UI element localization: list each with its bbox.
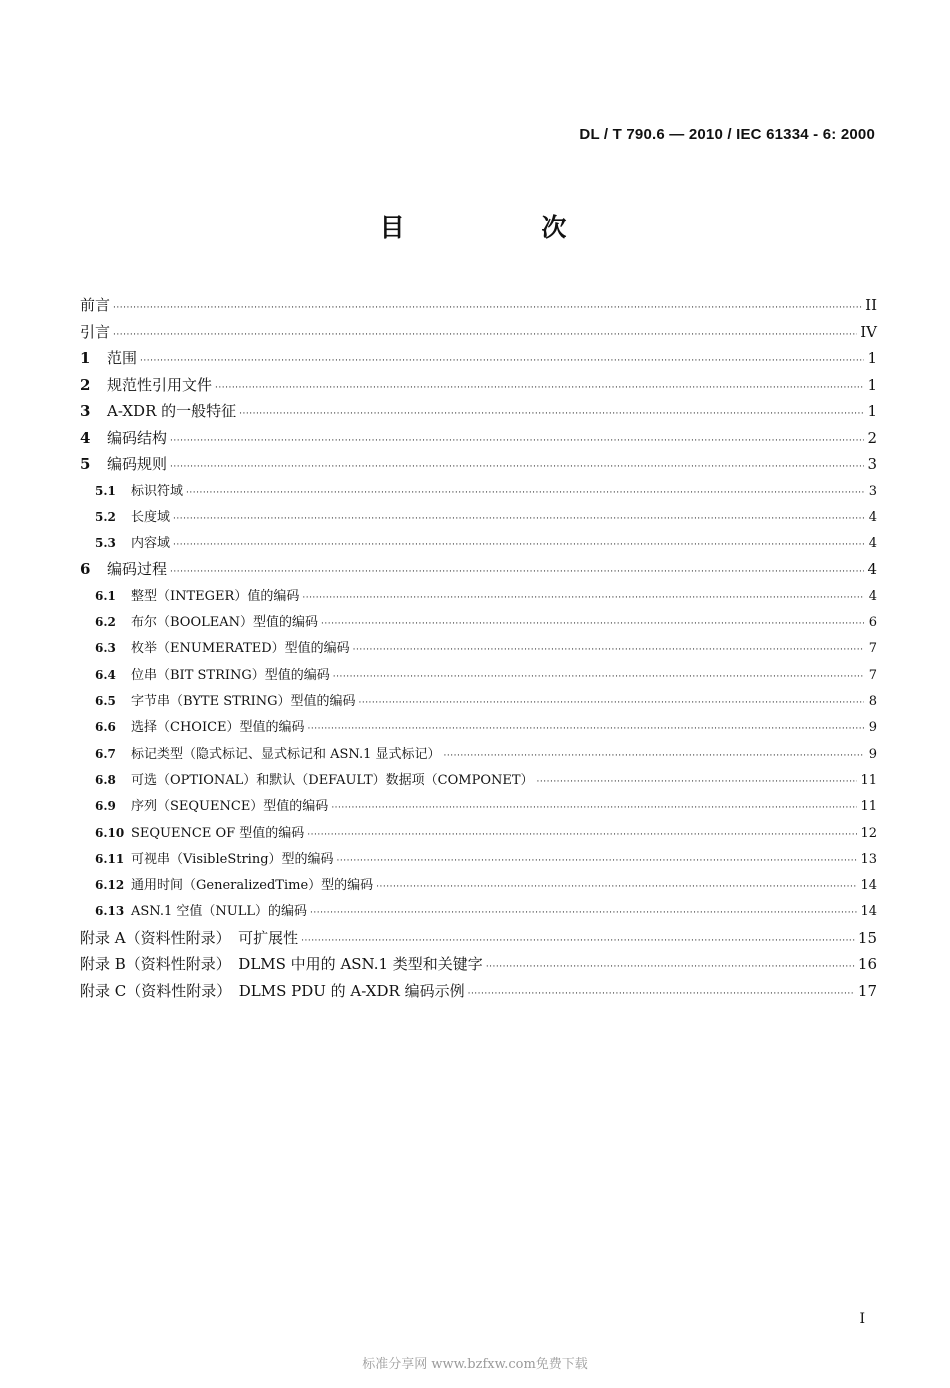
toc-entry-label: 字节串（BYTE STRING）型值的编码 [131,694,356,710]
toc-entry[interactable] [80,846,877,872]
toc-dot-leader [173,532,864,558]
toc-entry-page: 1 [867,375,877,394]
toc-entry-page: IV [860,322,877,341]
toc-entry-page: 11 [860,799,877,815]
toc-entry[interactable] [80,793,877,819]
toc-entry[interactable] [80,951,877,978]
toc-dot-leader [215,375,864,402]
toc-dot-leader [321,611,864,637]
toc-entry[interactable] [80,898,877,924]
toc-entry-label: 可选（OPTIONAL）和默认（DEFAULT）数据项（COMPONET） [131,772,534,788]
toc-entry-page: 9 [868,720,877,736]
toc-entry-page: 1 [867,402,877,420]
toc-dot-leader [376,874,857,900]
toc-entry[interactable] [80,425,877,452]
toc-entry-page: 4 [868,509,877,525]
toc-dot-leader [337,848,858,874]
toc-entry-page: 4 [868,536,877,552]
toc-entry-label: 附录 A（资料性附录） 可扩展性 [80,928,299,947]
toc-entry-page: II [865,296,877,314]
table-of-contents [80,292,877,1004]
standard-id-header: DL / T 790.6 — 2010 / IEC 61334 - 6: 2000 [579,126,875,143]
toc-entry[interactable] [80,372,877,399]
toc-entry-label: 位串（BIT STRING）型值的编码 [131,667,330,683]
toc-entry[interactable] [80,872,877,898]
toc-entry-number: 6.7 [95,746,116,761]
toc-entry-number: 6.8 [95,772,116,787]
toc-entry-label: 标记类型（隐式标记、显式标记和 ASN.1 显式标记） [131,746,441,762]
toc-entry-number: 6.9 [95,799,116,814]
toc-entry-number: 5.3 [95,536,116,551]
toc-entry[interactable] [80,556,877,583]
toc-entry-page: 16 [857,955,877,974]
toc-entry-page: 4 [868,588,877,604]
toc-entry[interactable] [80,583,877,609]
toc-entry-number: 6.1 [95,588,116,603]
toc-entry-label: 编码过程 [107,560,168,579]
toc-entry-page: 14 [860,878,877,894]
toc-entry-label: 长度域 [131,509,171,525]
toc-entry-number: 6.4 [95,667,116,682]
toc-entry-page: 4 [867,560,877,579]
toc-entry-label: 前言 [80,296,111,314]
toc-entry-label: 整型（INTEGER）值的编码 [131,588,300,604]
toc-entry[interactable] [80,345,877,372]
toc-entry-label: 内容域 [131,536,171,552]
watermark: 标准分享网 www.bzfxw.com免费下载 [362,1357,588,1372]
toc-entry[interactable] [80,714,877,740]
toc-entry-number: 6.6 [95,720,116,735]
toc-dot-leader [173,506,864,532]
toc-entry-label: 可视串（VisibleString）型的编码 [131,851,334,867]
toc-entry-page: 2 [867,428,877,447]
toc-entry[interactable] [80,662,877,688]
toc-entry-page: 15 [857,928,877,947]
toc-entry-page: 7 [868,667,877,683]
toc-dot-leader [239,401,864,428]
toc-entry-page: 6 [868,615,877,631]
toc-entry-page: 3 [867,455,877,473]
toc-entry-label: 选择（CHOICE）型值的编码 [131,720,305,736]
toc-entry-number: 5.1 [95,483,116,498]
toc-entry[interactable] [80,688,877,714]
toc-dot-leader [331,795,857,821]
toc-entry-label: 布尔（BOOLEAN）型值的编码 [131,615,318,631]
toc-entry-number: 6.2 [95,615,116,630]
toc-entry[interactable] [80,504,877,530]
toc-dot-leader [307,822,857,848]
toc-entry[interactable] [80,925,877,952]
toc-dot-leader [468,981,855,1008]
toc-entry-label: 编码结构 [107,428,168,447]
toc-entry-number: 5 [80,455,91,473]
toc-entry-number: 6.11 [95,851,125,866]
toc-entry-label: 附录 C（资料性附录） DLMS PDU 的 A-XDR 编码示例 [80,981,465,1000]
toc-dot-leader [333,664,864,690]
toc-entry-label: 枚举（ENUMERATED）型值的编码 [131,641,350,657]
toc-entry[interactable] [80,478,877,504]
toc-entry[interactable] [80,451,877,478]
toc-entry-number: 5.2 [95,509,116,524]
toc-entry-number: 6 [80,560,91,579]
toc-dot-leader [444,743,864,769]
toc-entry-number: 6.12 [95,878,125,893]
toc-entry-number: 6.10 [95,825,125,840]
toc-dot-leader [302,585,864,611]
toc-entry-number: 3 [80,402,91,420]
toc-entry[interactable] [80,767,877,793]
toc-dot-leader [170,559,864,586]
toc-entry-number: 2 [80,375,91,394]
toc-entry-label: 通用时间（GeneralizedTime）型的编码 [131,878,374,894]
toc-dot-leader [308,716,864,742]
toc-entry-number: 6.13 [95,904,125,919]
toc-entry-label: 标识符域 [131,483,184,499]
toc-entry-label: 编码规则 [107,455,168,473]
toc-dot-leader [310,900,857,926]
toc-entry-page: 1 [867,349,877,367]
toc-dot-leader [170,454,864,481]
toc-entry-label: 附录 B（资料性附录） DLMS 中用的 ASN.1 类型和关键字 [80,955,483,974]
toc-entry[interactable] [80,292,877,319]
toc-entry[interactable] [80,741,877,767]
toc-dot-leader [113,295,862,322]
toc-entry-label: A-XDR 的一般特征 [107,402,237,420]
toc-entry-label: 规范性引用文件 [107,375,213,394]
toc-entry-number: 1 [80,349,91,367]
toc-entry-page: 11 [860,772,877,788]
toc-dot-leader [537,769,858,795]
toc-dot-leader [358,690,864,716]
toc-entry[interactable] [80,398,877,425]
toc-entry-number: 6.3 [95,641,116,656]
toc-entry-label: SEQUENCE OF 型值的编码 [131,825,305,841]
toc-dot-leader [353,637,864,663]
toc-entry-page: 17 [857,981,877,1000]
toc-entry-number: 6.5 [95,694,116,709]
toc-entry-label: ASN.1 空值（NULL）的编码 [131,904,307,920]
toc-dot-leader [170,428,864,455]
toc-entry-page: 8 [868,694,877,710]
toc-entry[interactable] [80,530,877,556]
toc-entry-page: 14 [860,904,877,920]
toc-entry-label: 引言 [80,322,111,341]
toc-entry-page: 9 [868,746,877,762]
page-title: 目 次 [379,213,631,242]
toc-entry-page: 7 [868,641,877,657]
toc-entry[interactable] [80,978,877,1005]
page-number: I [859,1311,865,1327]
toc-entry-page: 3 [868,483,877,499]
toc-entry-label: 序列（SEQUENCE）型值的编码 [131,799,329,815]
toc-entry[interactable] [80,635,877,661]
toc-entry[interactable] [80,319,877,346]
toc-entry-number: 4 [80,428,91,447]
toc-entry[interactable] [80,820,877,846]
toc-dot-leader [140,348,864,375]
toc-entry-label: 范围 [107,349,138,367]
toc-dot-leader [486,954,855,981]
toc-dot-leader [113,322,857,349]
toc-entry[interactable] [80,609,877,635]
toc-entry-page: 12 [860,825,877,841]
toc-dot-leader [186,480,864,506]
toc-entry-page: 13 [860,851,877,867]
